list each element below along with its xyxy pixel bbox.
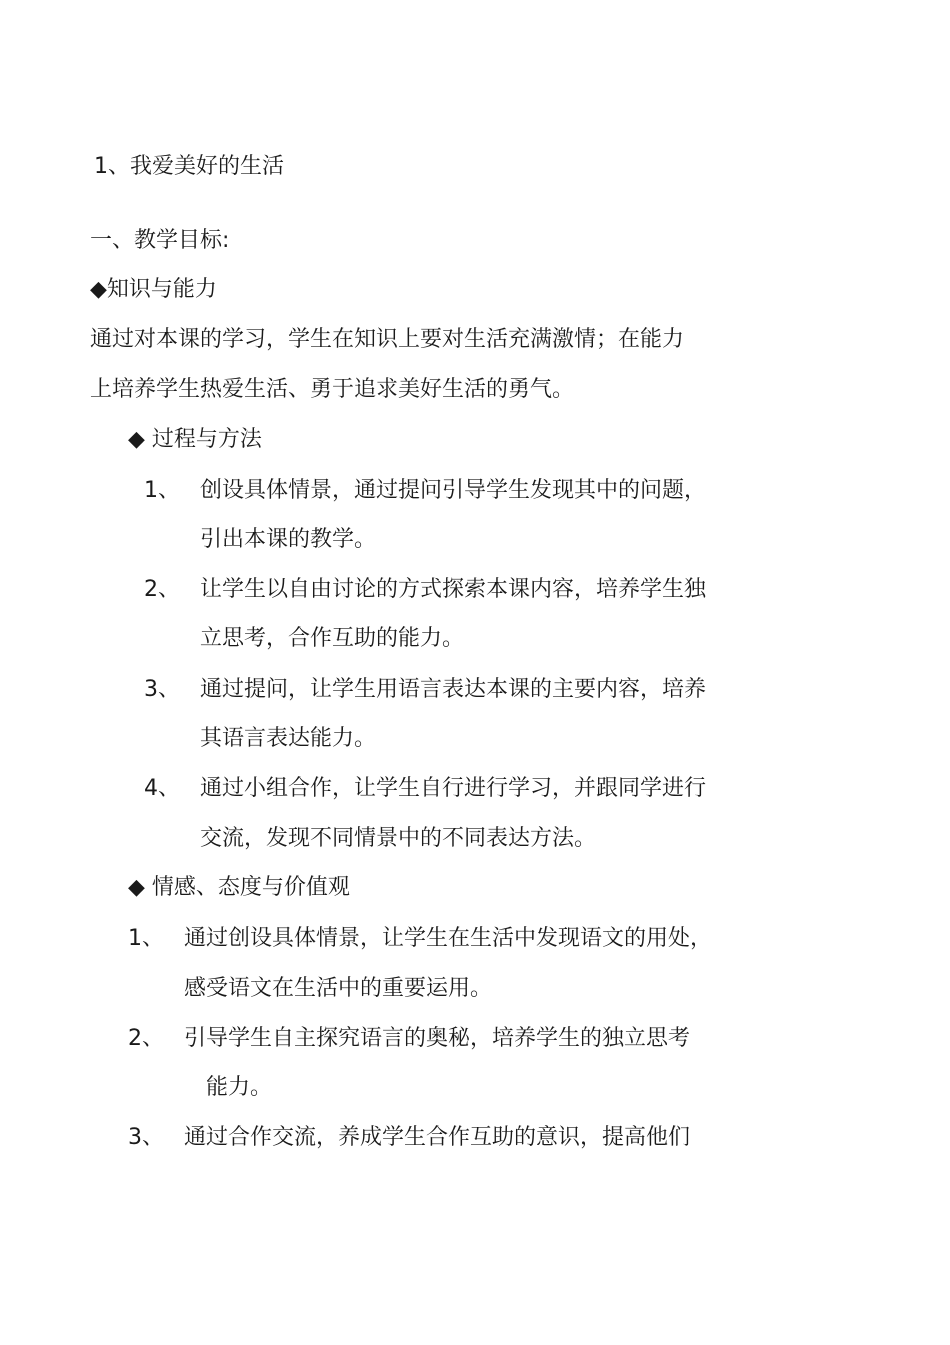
item-number: 4、 <box>144 776 180 801</box>
item-number: 2、 <box>128 1026 164 1051</box>
knowledge-heading: ◆知识与能力 <box>90 277 217 302</box>
item-text-line: 通过提问，让学生用语言表达本课的主要内容，培养 <box>200 677 707 702</box>
item-text-line: 通过小组合作，让学生自行进行学习，并跟同学进行 <box>200 776 707 801</box>
item-number: 1、 <box>144 478 180 503</box>
item-text-line: 能力。 <box>206 1075 273 1100</box>
item-text-line: 交流，发现不同情景中的不同表达方法。 <box>200 826 597 851</box>
item-text-line: 引出本课的教学。 <box>200 527 377 552</box>
item-text-line: 创设具体情景，通过提问引导学生发现其中的问题， <box>200 478 707 503</box>
knowledge-text-line: 通过对本课的学习，学生在知识上要对生活充满激情；在能力 <box>90 327 685 352</box>
item-text-line: 通过创设具体情景，让学生在生活中发现语文的用处， <box>184 926 713 951</box>
item-text-line: 其语言表达能力。 <box>200 726 377 751</box>
item-text-line: 立思考，合作互助的能力。 <box>200 626 465 651</box>
knowledge-text-line: 上培养学生热爱生活、勇于追求美好生活的勇气。 <box>90 377 575 402</box>
document-title: 1、我爱美好的生活 <box>94 154 284 179</box>
process-heading: ◆ 过程与方法 <box>128 427 262 452</box>
item-number: 3、 <box>128 1125 164 1150</box>
item-text-line: 让学生以自由讨论的方式探索本课内容，培养学生独 <box>200 577 707 602</box>
emotion-heading: ◆ 情感、态度与价值观 <box>128 875 350 900</box>
item-number: 3、 <box>144 677 180 702</box>
item-text-line: 感受语文在生活中的重要运用。 <box>184 976 493 1001</box>
section-heading: 一、教学目标: <box>90 228 230 253</box>
item-text-line: 通过合作交流，养成学生合作互助的意识，提高他们 <box>184 1125 691 1150</box>
item-text-line: 引导学生自主探究语言的奥秘，培养学生的独立思考 <box>184 1026 691 1051</box>
item-number: 1、 <box>128 926 164 951</box>
item-number: 2、 <box>144 577 180 602</box>
